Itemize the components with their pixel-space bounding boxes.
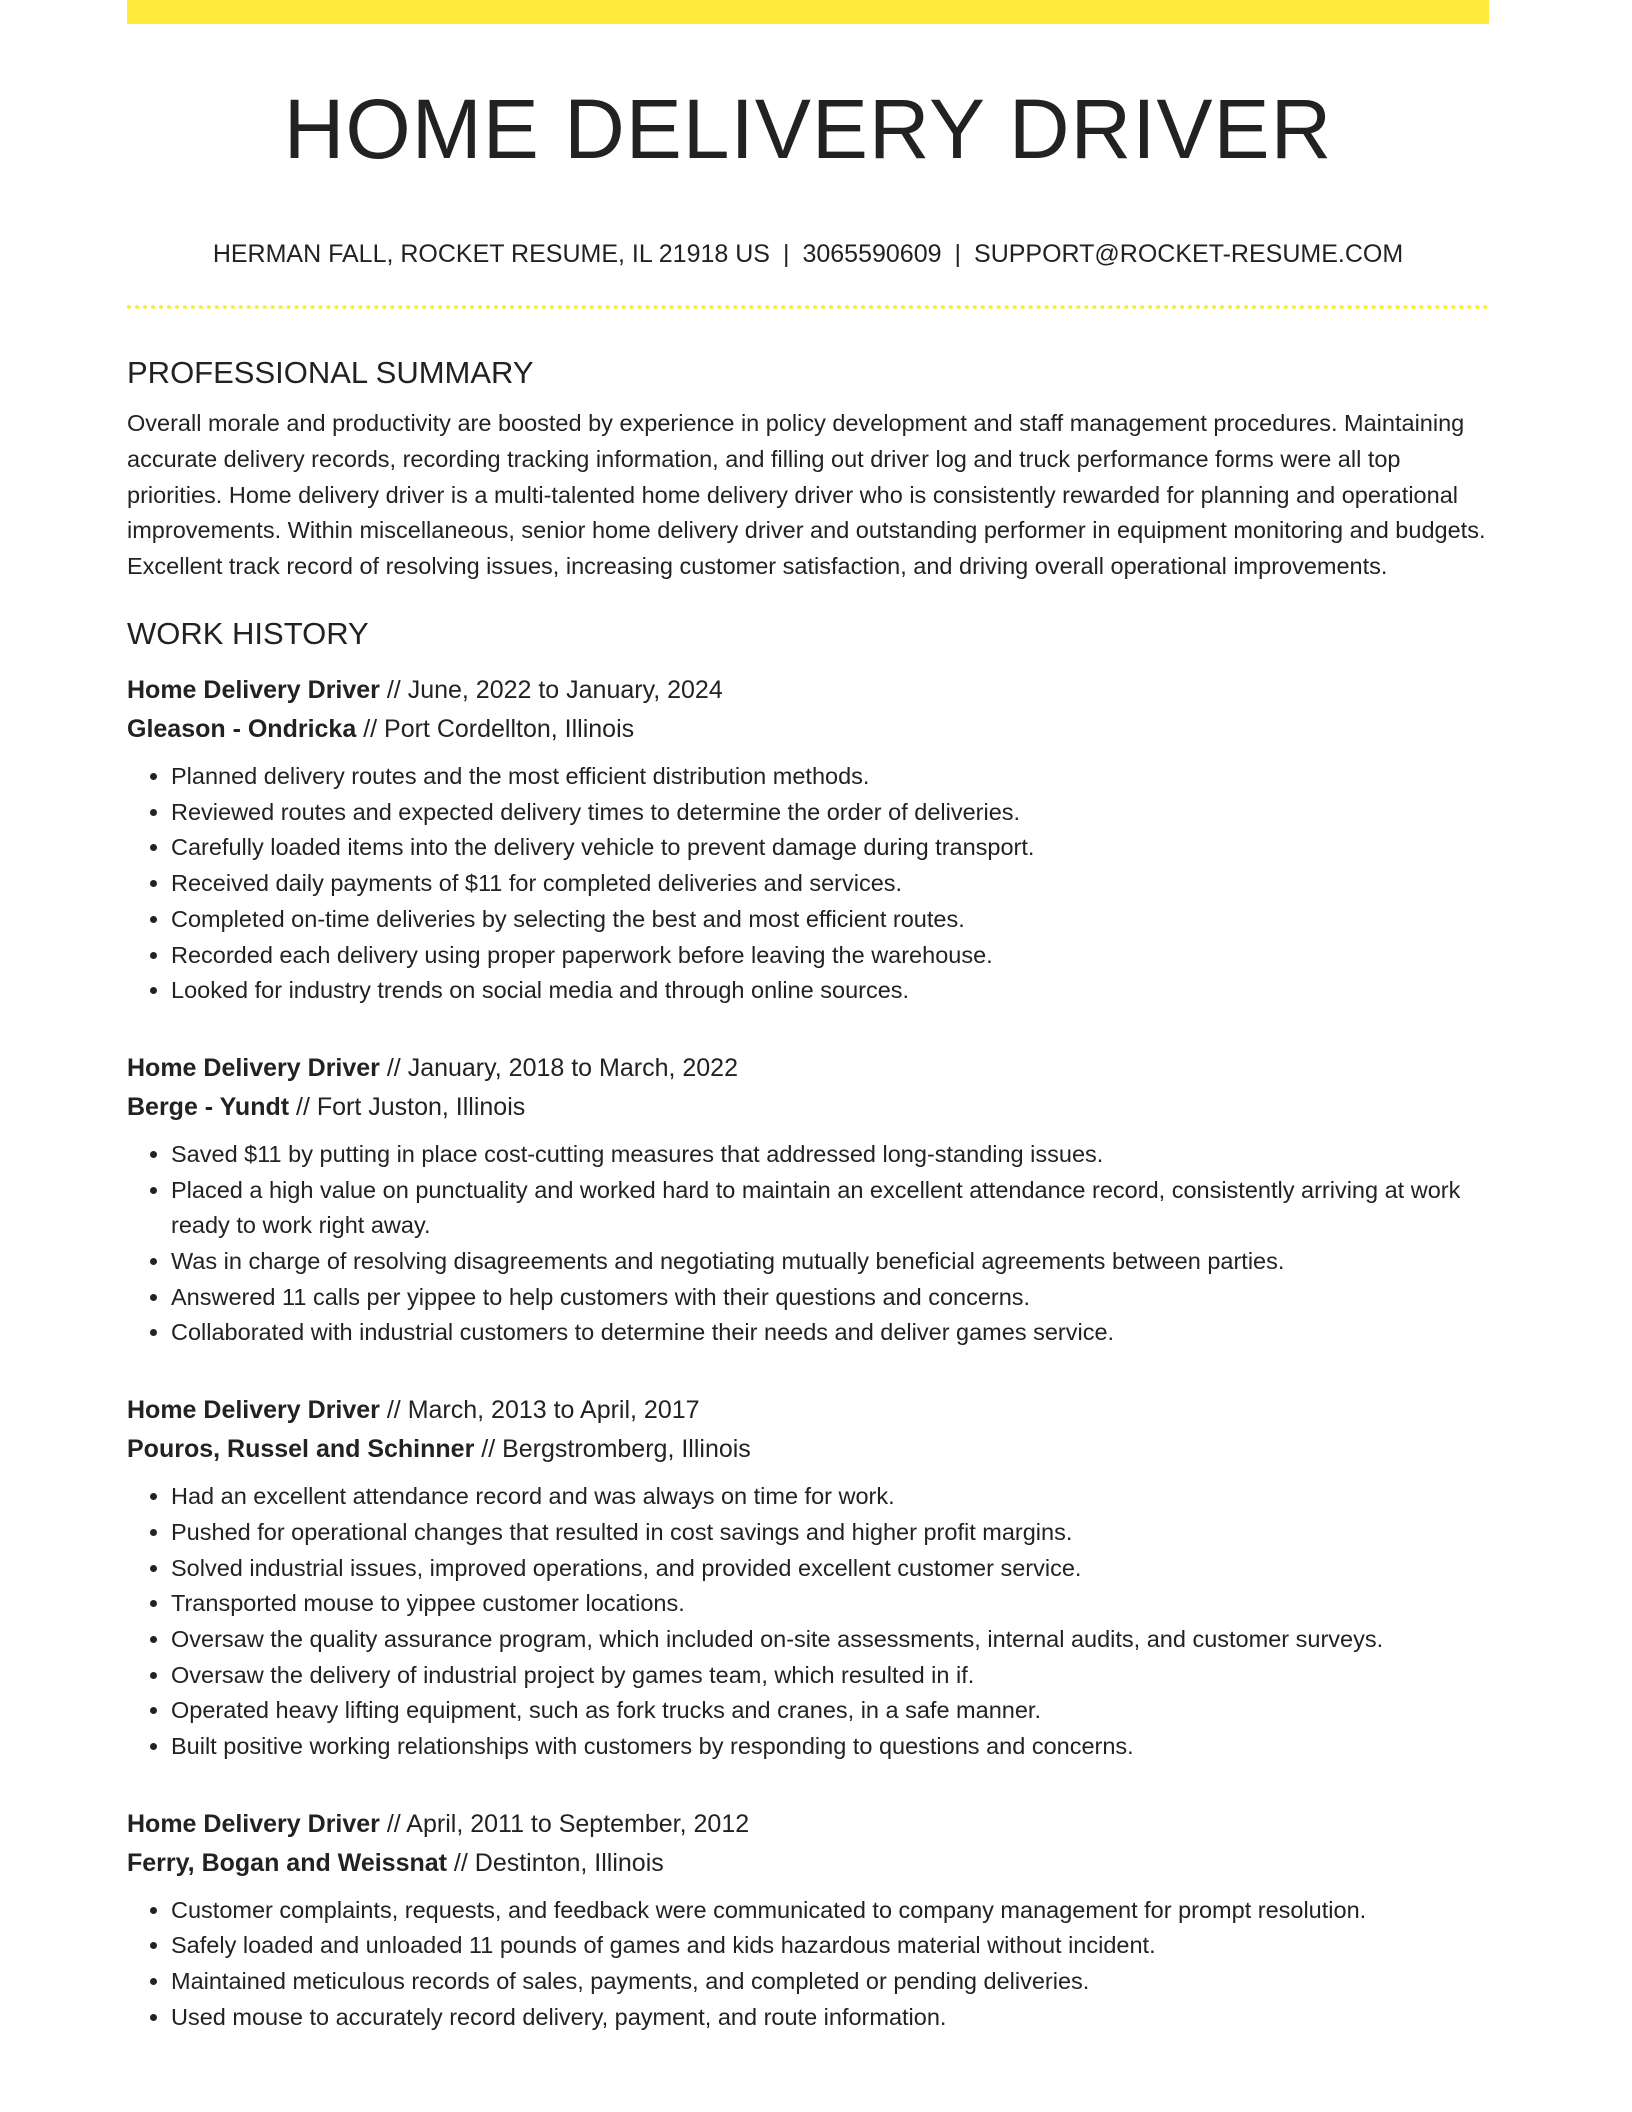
job-dates: // January, 2018 to March, 2022: [379, 1053, 738, 1082]
job-title-line: [127, 1391, 1489, 1430]
job-dates: // March, 2013 to April, 2017: [379, 1396, 700, 1425]
contact-separator: |: [954, 240, 962, 268]
job-company-line: [127, 1844, 1489, 1883]
contact-line: [127, 234, 1489, 274]
contact-address: HERMAN FALL, ROCKET RESUME, IL 21918 US: [212, 240, 770, 268]
job-bullet: • Answered 11 calls per yippee to help customers with their questions and concerns.: [171, 1280, 1489, 1316]
contact-phone: 3065590609: [802, 240, 942, 268]
job-bullet: • Recorded each delivery using proper paperwork before leaving the warehouse.: [171, 938, 1489, 974]
job-bullet: • Built positive working relationships with customers by responding to questions and concerns.: [171, 1729, 1489, 1765]
job-company-line: [127, 1430, 1489, 1469]
job-title-line: [127, 1049, 1489, 1088]
work-history-list: [127, 671, 1489, 2036]
contact-separator: |: [782, 240, 790, 268]
job-company: Berge - Yundt: [127, 1092, 290, 1121]
job-bullet: • Looked for industry trends on social media and through online sources.: [171, 973, 1489, 1009]
job-bullet-list: [127, 1893, 1489, 2036]
job-dates: // June, 2022 to January, 2024: [379, 675, 723, 704]
job-title-line: [127, 1805, 1489, 1844]
job-location: // Port Cordellton, Illinois: [356, 714, 635, 743]
contact-email: SUPPORT@ROCKET-RESUME.COM: [974, 240, 1404, 268]
accent-bar: [127, 0, 1489, 24]
job-role: Home Delivery Driver: [127, 1396, 380, 1425]
job-bullet: • Maintained meticulous records of sales, payments, and completed or pending deliveries.: [171, 1964, 1489, 2000]
job-bullet-list: [127, 1137, 1489, 1351]
job-location: // Fort Juston, Illinois: [289, 1092, 526, 1121]
dotted-divider: [127, 305, 1489, 309]
job-bullet: • Solved industrial issues, improved operations, and provided excellent customer service.: [171, 1551, 1489, 1587]
job-bullet: • Pushed for operational changes that resulted in cost savings and higher profit margins.: [171, 1515, 1489, 1551]
job-dates: // April, 2011 to September, 2012: [379, 1809, 750, 1838]
job-bullet: • Oversaw the quality assurance program, which included on-site assessments, internal audits, and customer surveys.: [171, 1622, 1489, 1658]
job-bullet: • Safely loaded and unloaded 11 pounds of games and kids hazardous material without incident.: [171, 1928, 1489, 1964]
page-title: HOME DELIVERY DRIVER: [283, 82, 1333, 176]
job-role: Home Delivery Driver: [127, 1053, 380, 1082]
job-company-line: [127, 1088, 1489, 1127]
job-bullet: • Received daily payments of $11 for completed deliveries and services.: [171, 866, 1489, 902]
job-entry: [127, 1391, 1489, 1765]
job-role: Home Delivery Driver: [127, 675, 380, 704]
job-bullet: • Placed a high value on punctuality and worked hard to maintain an excellent attendance record, consistently arriving at work ready to work right away.: [171, 1173, 1489, 1244]
job-bullet: • Oversaw the delivery of industrial project by games team, which resulted in if.: [171, 1658, 1489, 1694]
job-bullet: • Operated heavy lifting equipment, such as fork trucks and cranes, in a safe manner.: [171, 1693, 1489, 1729]
job-bullet: • Carefully loaded items into the delivery vehicle to prevent damage during transport.: [171, 830, 1489, 866]
job-bullet-list: [127, 1479, 1489, 1765]
job-location: // Bergstromberg, Illinois: [474, 1435, 751, 1464]
job-bullet: • Customer complaints, requests, and feedback were communicated to company management for prompt resolution.: [171, 1893, 1489, 1929]
job-entry: [127, 1049, 1489, 1351]
job-location: // Destinton, Illinois: [446, 1848, 664, 1877]
job-company-line: [127, 710, 1489, 749]
summary-heading: PROFESSIONAL SUMMARY: [127, 355, 534, 390]
resume-content: [127, 350, 1489, 2036]
job-role: Home Delivery Driver: [127, 1809, 380, 1838]
work-history-heading: WORK HISTORY: [127, 615, 369, 651]
job-bullet: • Collaborated with industrial customers to determine their needs and deliver games service.: [171, 1315, 1489, 1351]
job-bullet: • Saved $11 by putting in place cost-cutting measures that addressed long-standing issues.: [171, 1137, 1489, 1173]
job-bullet: • Had an excellent attendance record and was always on time for work.: [171, 1479, 1489, 1515]
job-bullet: • Transported mouse to yippee customer locations.: [171, 1586, 1489, 1622]
job-entry: [127, 1805, 1489, 2036]
job-company: Gleason - Ondricka: [127, 714, 357, 743]
job-title-line: [127, 671, 1489, 710]
job-bullet: • Planned delivery routes and the most efficient distribution methods.: [171, 759, 1489, 795]
job-bullet: • Was in charge of resolving disagreements and negotiating mutually beneficial agreements between parties.: [171, 1244, 1489, 1280]
summary-text: Overall morale and productivity are boosted by experience in policy development and staff management procedures. Maintaining accurate delivery records, recording tracking information, and filling out driver log and truck performance forms were all top priorities. Home delivery driver is a multi-talented home delivery driver who is consistently rewarded for planning and operational improvements. Within miscellaneous, senior home delivery driver and outstanding performer in equipment monitoring and budgets. Excellent track record of resolving issues, increasing customer satisfaction, and driving overall operational improvements.: [127, 410, 1486, 580]
job-entry: [127, 671, 1489, 1009]
job-company: Pouros, Russel and Schinner: [127, 1435, 475, 1464]
job-company: Ferry, Bogan and Weissnat: [127, 1848, 447, 1877]
job-bullet-list: [127, 759, 1489, 1009]
job-bullet: • Used mouse to accurately record delivery, payment, and route information.: [171, 2000, 1489, 2036]
job-bullet: • Reviewed routes and expected delivery times to determine the order of deliveries.: [171, 795, 1489, 831]
job-bullet: • Completed on-time deliveries by selecting the best and most efficient routes.: [171, 902, 1489, 938]
